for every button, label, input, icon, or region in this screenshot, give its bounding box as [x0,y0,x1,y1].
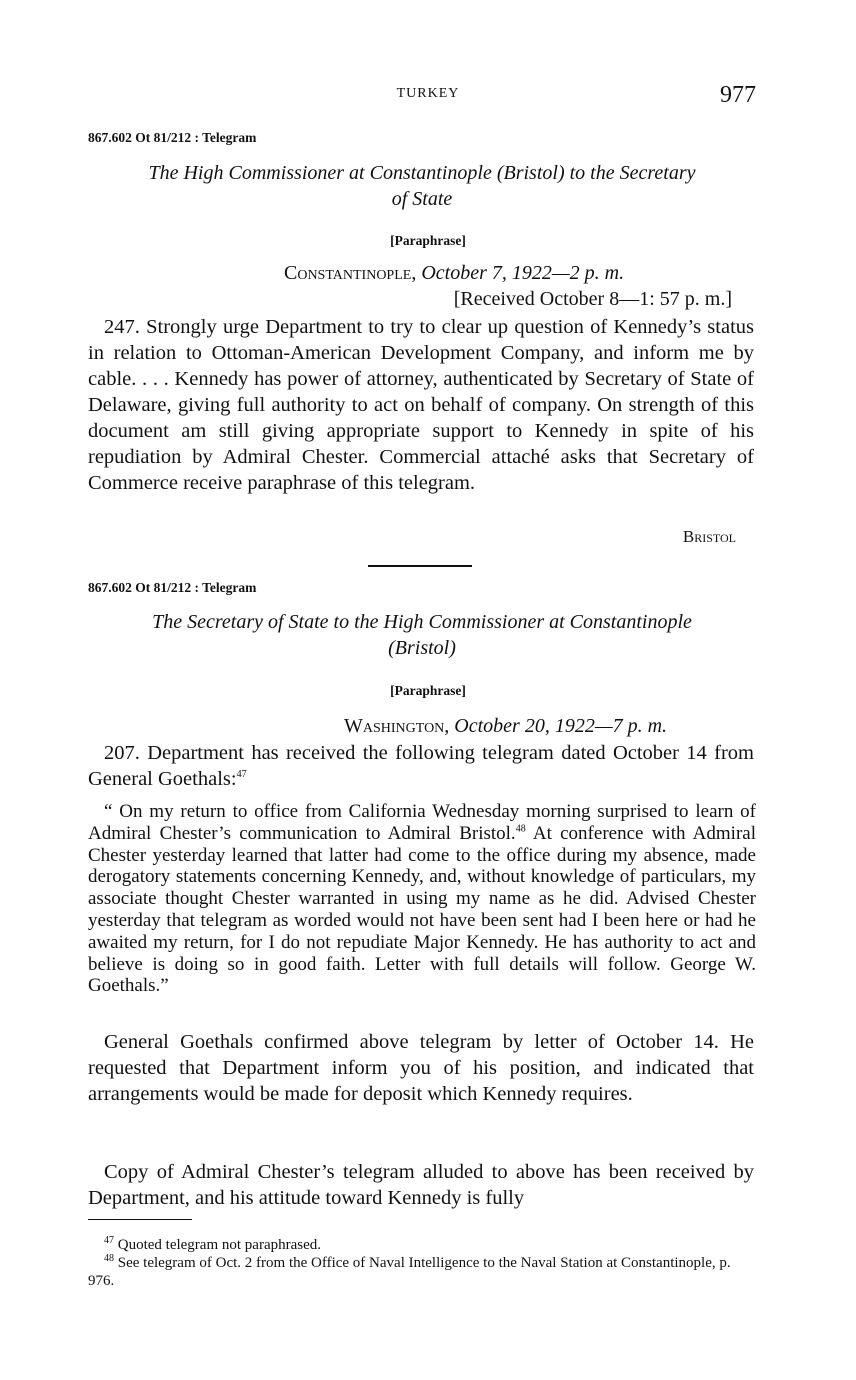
footnote [88,1236,756,1254]
body-paragraph: Copy of Admiral Chester’s telegram alluded to above has been received by Department, and his attitude toward Kennedy is fully [88,1161,754,1209]
telegram-intro [88,740,754,792]
footnote-number: 47 [104,1235,114,1246]
footnote-divider [88,1219,192,1220]
footnote-number: 48 [104,1253,114,1264]
section-divider [368,565,472,567]
footnote-text: See telegram of Oct. 2 from the Office of Naval Intelligence to the Naval Station at Constantinople, p. 976. [88,1255,731,1289]
document-heading [88,609,756,661]
received-line: [Received October 8—1: 57 p. m.] [453,288,732,310]
page-number: 977 [720,82,756,108]
paraphrase-label: [Paraphrase] [390,683,466,698]
heading-line: (Bristol) [388,637,456,659]
quoted-telegram [88,801,756,997]
footnote-text: Quoted telegram not paraphrased. [117,1237,322,1253]
quote-text: At conference with Admiral Chester yesterday learned that latter had come to the office during my absence, made derogatory statements concerning Kennedy, and, without knowledge of particulars, my associate thought Chester warranted in using my name as he did. Advised Chester yesterday that telegram as worded would not have been sent had I been here or had he awaited my return, for I do not repudiate Major Kennedy. He has authority to act and believe is doing so in good faith. Letter with full details will follow. George W. Goethals.” [88,822,756,997]
dateline-date: October 7, 1922—2 p. m. [421,262,625,284]
heading-line: of State [391,188,453,210]
dateline-place: Washington, [344,715,450,737]
signature: Bristol [682,527,736,546]
paraphrase-label: [Paraphrase] [390,233,466,248]
dateline [344,715,667,738]
body-paragraph: General Goethals confirmed above telegram by letter of October 14. He requested that Department inform you of his position, and indicated that arrangements would be made for deposit which Kennedy requires. [88,1031,754,1105]
telegram-body: 247. Strongly urge Department to try to clear up question of Kennedy’s status in relation to Ottoman-American Development Company, and inform me by cable. . . . Kennedy has power of attorney, authenticated by Secretary of State of Delaware, giving full authority to act on behalf of company. On strength of this document am still giving appropriate support to Kennedy in spite of his repudiation by Admiral Chester. Commercial attaché asks that Secretary of Commerce receive paraphrase of this telegram. [88,316,754,494]
dateline-date: October 20, 1922—7 p. m. [454,715,668,737]
intro-text: 207. Department has received the following telegram dated October 14 from General Goethals: [88,742,754,790]
footnote [88,1254,756,1290]
running-title: TURKEY [396,86,460,101]
quote-text: “ On my return to office from California Wednesday morning surprised to learn of Admiral Chester’s communication to Admiral Bristol. [88,801,756,844]
file-reference: 867.602 Ot 81/212 : Telegram [88,580,257,595]
heading-line: The Secretary of State to the High Commissioner at Constantinople [152,611,692,633]
file-reference: 867.602 Ot 81/212 : Telegram [88,130,257,145]
footnote-ref: 48 [515,823,526,835]
footnote-ref: 47 [236,769,247,781]
dateline-place: Constantinople, [284,262,417,284]
dateline [284,262,624,285]
heading-line: The High Commissioner at Constantinople (Bristol) to the Secretary [148,162,696,184]
document-heading [88,160,756,212]
